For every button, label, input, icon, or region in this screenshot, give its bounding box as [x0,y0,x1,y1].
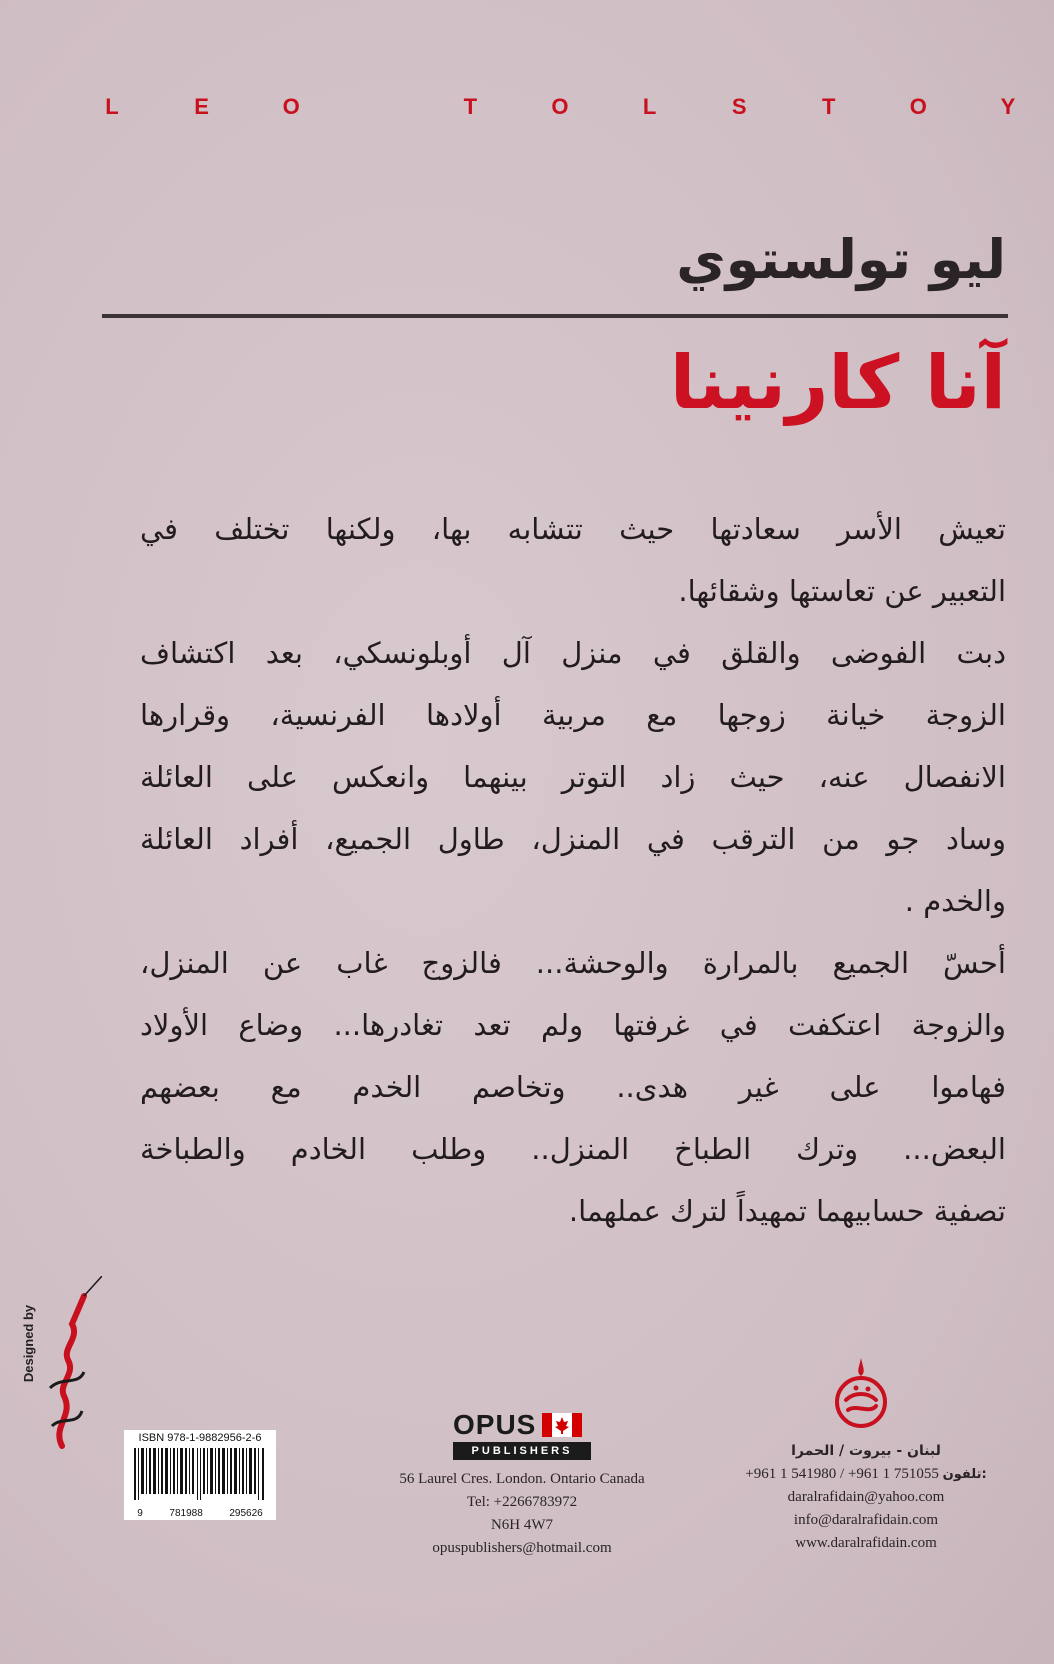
author-letter: O [551,94,569,119]
synopsis-line: الزوجة خيانة زوجها مع مربية أولادها الفرنسية، وقرارها [140,698,1006,732]
synopsis-line: التعبير عن تعاستها وشقائها. [678,574,1006,608]
opus-publishers-logo [453,1408,593,1466]
designer-credit [22,1276,102,1456]
author-name-latin [100,94,1020,120]
publisher-email-1: daralrafidain@yahoo.com [787,1489,945,1505]
publisher-location: لبنان - بيروت / الحمرا [791,1443,941,1459]
opus-name: OPUS [453,1409,537,1440]
opus-email: opuspublishers@hotmail.com [432,1540,612,1556]
author-letter: Y [1000,94,1016,119]
opus-subtitle: PUBLISHERS [453,1442,591,1460]
publisher-email-2: info@daralrafidain.com [793,1512,939,1528]
opus-tel: Tel: +2266783972 [466,1494,578,1510]
synopsis [140,498,1006,1242]
phone-label: تلفون: [942,1467,987,1482]
opus-postal: N6H 4W7 [490,1517,554,1533]
synopsis-line: تصفية حسابيهما تمهيداً لترك عملهما. [568,1194,1006,1228]
publisher-website: www.daralrafidain.com [795,1535,937,1551]
author-letter: L [642,94,657,119]
author-letter: L [105,94,119,119]
isbn-number: ISBN 978-1-9882956-2-6 [138,1432,262,1444]
author-letter: E [194,94,209,119]
barcode-digits [124,1508,276,1519]
synopsis-line: والزوجة اعتكفت في غرفتها ولم تعد تغادرها... وضاع الأولاد [140,1008,1006,1042]
barcode-digit-group: 295626 [229,1508,263,1519]
synopsis-line: فهاموا على غير هدى.. وتخاصم الخدم مع بعضهم [140,1070,1006,1104]
isbn-barcode [124,1430,276,1520]
synopsis-line: البعض... وترك الطباخ المنزل.. وطلب الخادم والطباخة [140,1132,1006,1166]
author-letter: O [909,94,927,119]
author-letter [369,94,393,120]
publisher-contact [708,1440,1024,1555]
author-letter: S [731,94,747,119]
opus-address-line: 56 Laurel Cres. London. Ontario Canada [399,1471,645,1487]
author-letter: T [822,94,836,119]
publisher-phone [708,1463,1024,1486]
barcode-digit-group: 9 [137,1508,143,1519]
synopsis-line: أحسّ الجميع بالمرارة والوحشة... فالزوج غاب عن المنزل، [140,946,1006,980]
publisher-phones: +961 1 541980 / +961 1 751055 [745,1466,939,1482]
designer-signature-icon [22,1276,102,1456]
dar-alrafidain-logo-icon [826,1356,896,1428]
barcode-digit-group: 781988 [169,1508,203,1519]
synopsis-line: تعيش الأسر سعادتها حيث تتشابه بها، ولكنها تختلف في [140,512,1006,546]
title-divider [102,314,1008,318]
synopsis-line: الانفصال عنه، حيث زاد التوتر بينهما وانعكس على العائلة [140,760,1006,794]
synopsis-line: دبت الفوضى والقلق في منزل آل أوبلونسكي، بعد اكتشاف [140,636,1006,670]
author-letter: O [282,94,300,119]
synopsis-line: والخدم . [904,884,1006,918]
book-title-arabic: آنا كارنينا [669,340,1006,426]
opus-address [352,1468,692,1560]
author-letter: T [463,94,478,119]
synopsis-line: وساد جو من الترقب في المنزل، طاول الجميع، أفراد العائلة [140,822,1006,856]
designed-by-label: Designed by [21,1304,37,1383]
canada-flag-icon [542,1413,582,1437]
barcode-bars-icon [132,1448,268,1500]
author-name-arabic: ليو تولستوي [676,228,1006,291]
